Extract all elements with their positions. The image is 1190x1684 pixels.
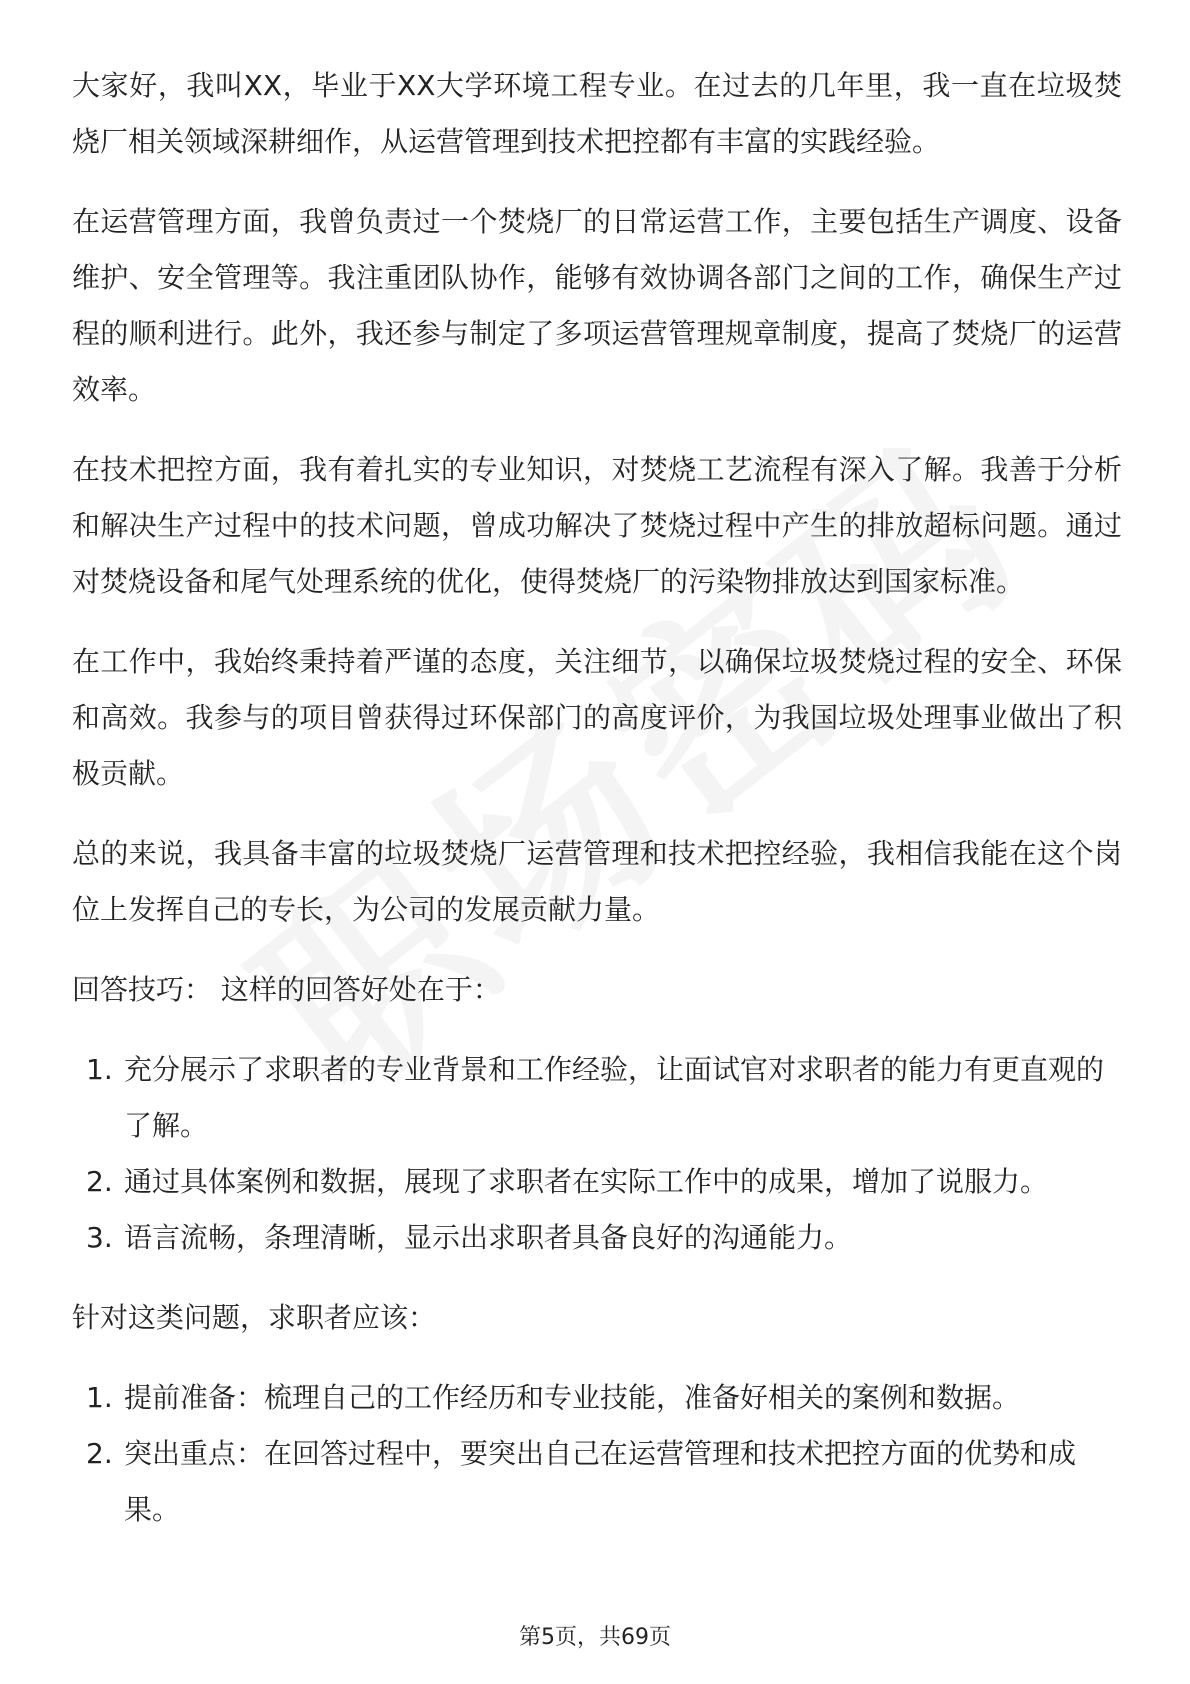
paragraph-intro: 大家好，我叫XX，毕业于XX大学环境工程专业。在过去的几年里，我一直在垃圾焚烧厂相关领域深耕细作，从运营管理到技术把控都有丰富的实践经验。 [72, 69, 1122, 158]
list-item [72, 1042, 1122, 1154]
list-number: 2. [86, 1437, 113, 1470]
list-text: 充分展示了求职者的专业背景和工作经验，让面试官对求职者的能力有更直观的了解。 [124, 1053, 1105, 1142]
advice-heading: 针对这类问题，求职者应该： [72, 1301, 437, 1334]
list-item [72, 1370, 1122, 1426]
paragraph-technical: 在技术把控方面，我有着扎实的专业知识，对焚烧工艺流程有深入了解。我善于分析和解决生产过程中的技术问题，曾成功解决了焚烧过程中产生的排放超标问题。通过对焚烧设备和尾气处理系统的优化，使得焚烧厂的污染物排放达到国家标准。 [72, 453, 1122, 598]
list-text: 提前准备：梳理自己的工作经历和专业技能，准备好相关的案例和数据。 [124, 1381, 1021, 1414]
paragraph-summary: 总的来说，我具备丰富的垃圾焚烧厂运营管理和技术把控经验，我相信我能在这个岗位上发挥自己的专长，为公司的发展贡献力量。 [72, 837, 1122, 926]
list-text: 语言流畅，条理清晰，显示出求职者具备良好的沟通能力。 [124, 1221, 853, 1254]
list-number: 1. [86, 1053, 113, 1086]
list-item [72, 1426, 1122, 1538]
list-item [72, 1154, 1122, 1210]
paragraph-attitude: 在工作中，我始终秉持着严谨的态度，关注细节，以确保垃圾焚烧过程的安全、环保和高效。我参与的项目曾获得过环保部门的高度评价，为我国垃圾处理事业做出了积极贡献。 [72, 645, 1122, 790]
list-text: 通过具体案例和数据，展现了求职者在实际工作中的成果，增加了说服力。 [124, 1165, 1049, 1198]
list-item [72, 1210, 1122, 1266]
list-text: 突出重点：在回答过程中，要突出自己在运营管理和技术把控方面的优势和成果。 [124, 1437, 1077, 1526]
list-number: 1. [86, 1381, 113, 1414]
paragraph-operations: 在运营管理方面，我曾负责过一个焚烧厂的日常运营工作，主要包括生产调度、设备维护、安全管理等。我注重团队协作，能够有效协调各部门之间的工作，确保生产过程的顺利进行。此外，我还参与制定了多项运营管理规章制度，提高了焚烧厂的运营效率。 [72, 205, 1122, 406]
tips-heading: 回答技巧： 这样的回答好处在于： [72, 973, 501, 1006]
advice-list [72, 1370, 1122, 1538]
list-number: 3. [86, 1221, 113, 1254]
tips-list [72, 1042, 1122, 1266]
page-footer: 第5页，共69页 [519, 1625, 671, 1650]
list-number: 2. [86, 1165, 113, 1198]
document-body [72, 58, 1122, 1562]
